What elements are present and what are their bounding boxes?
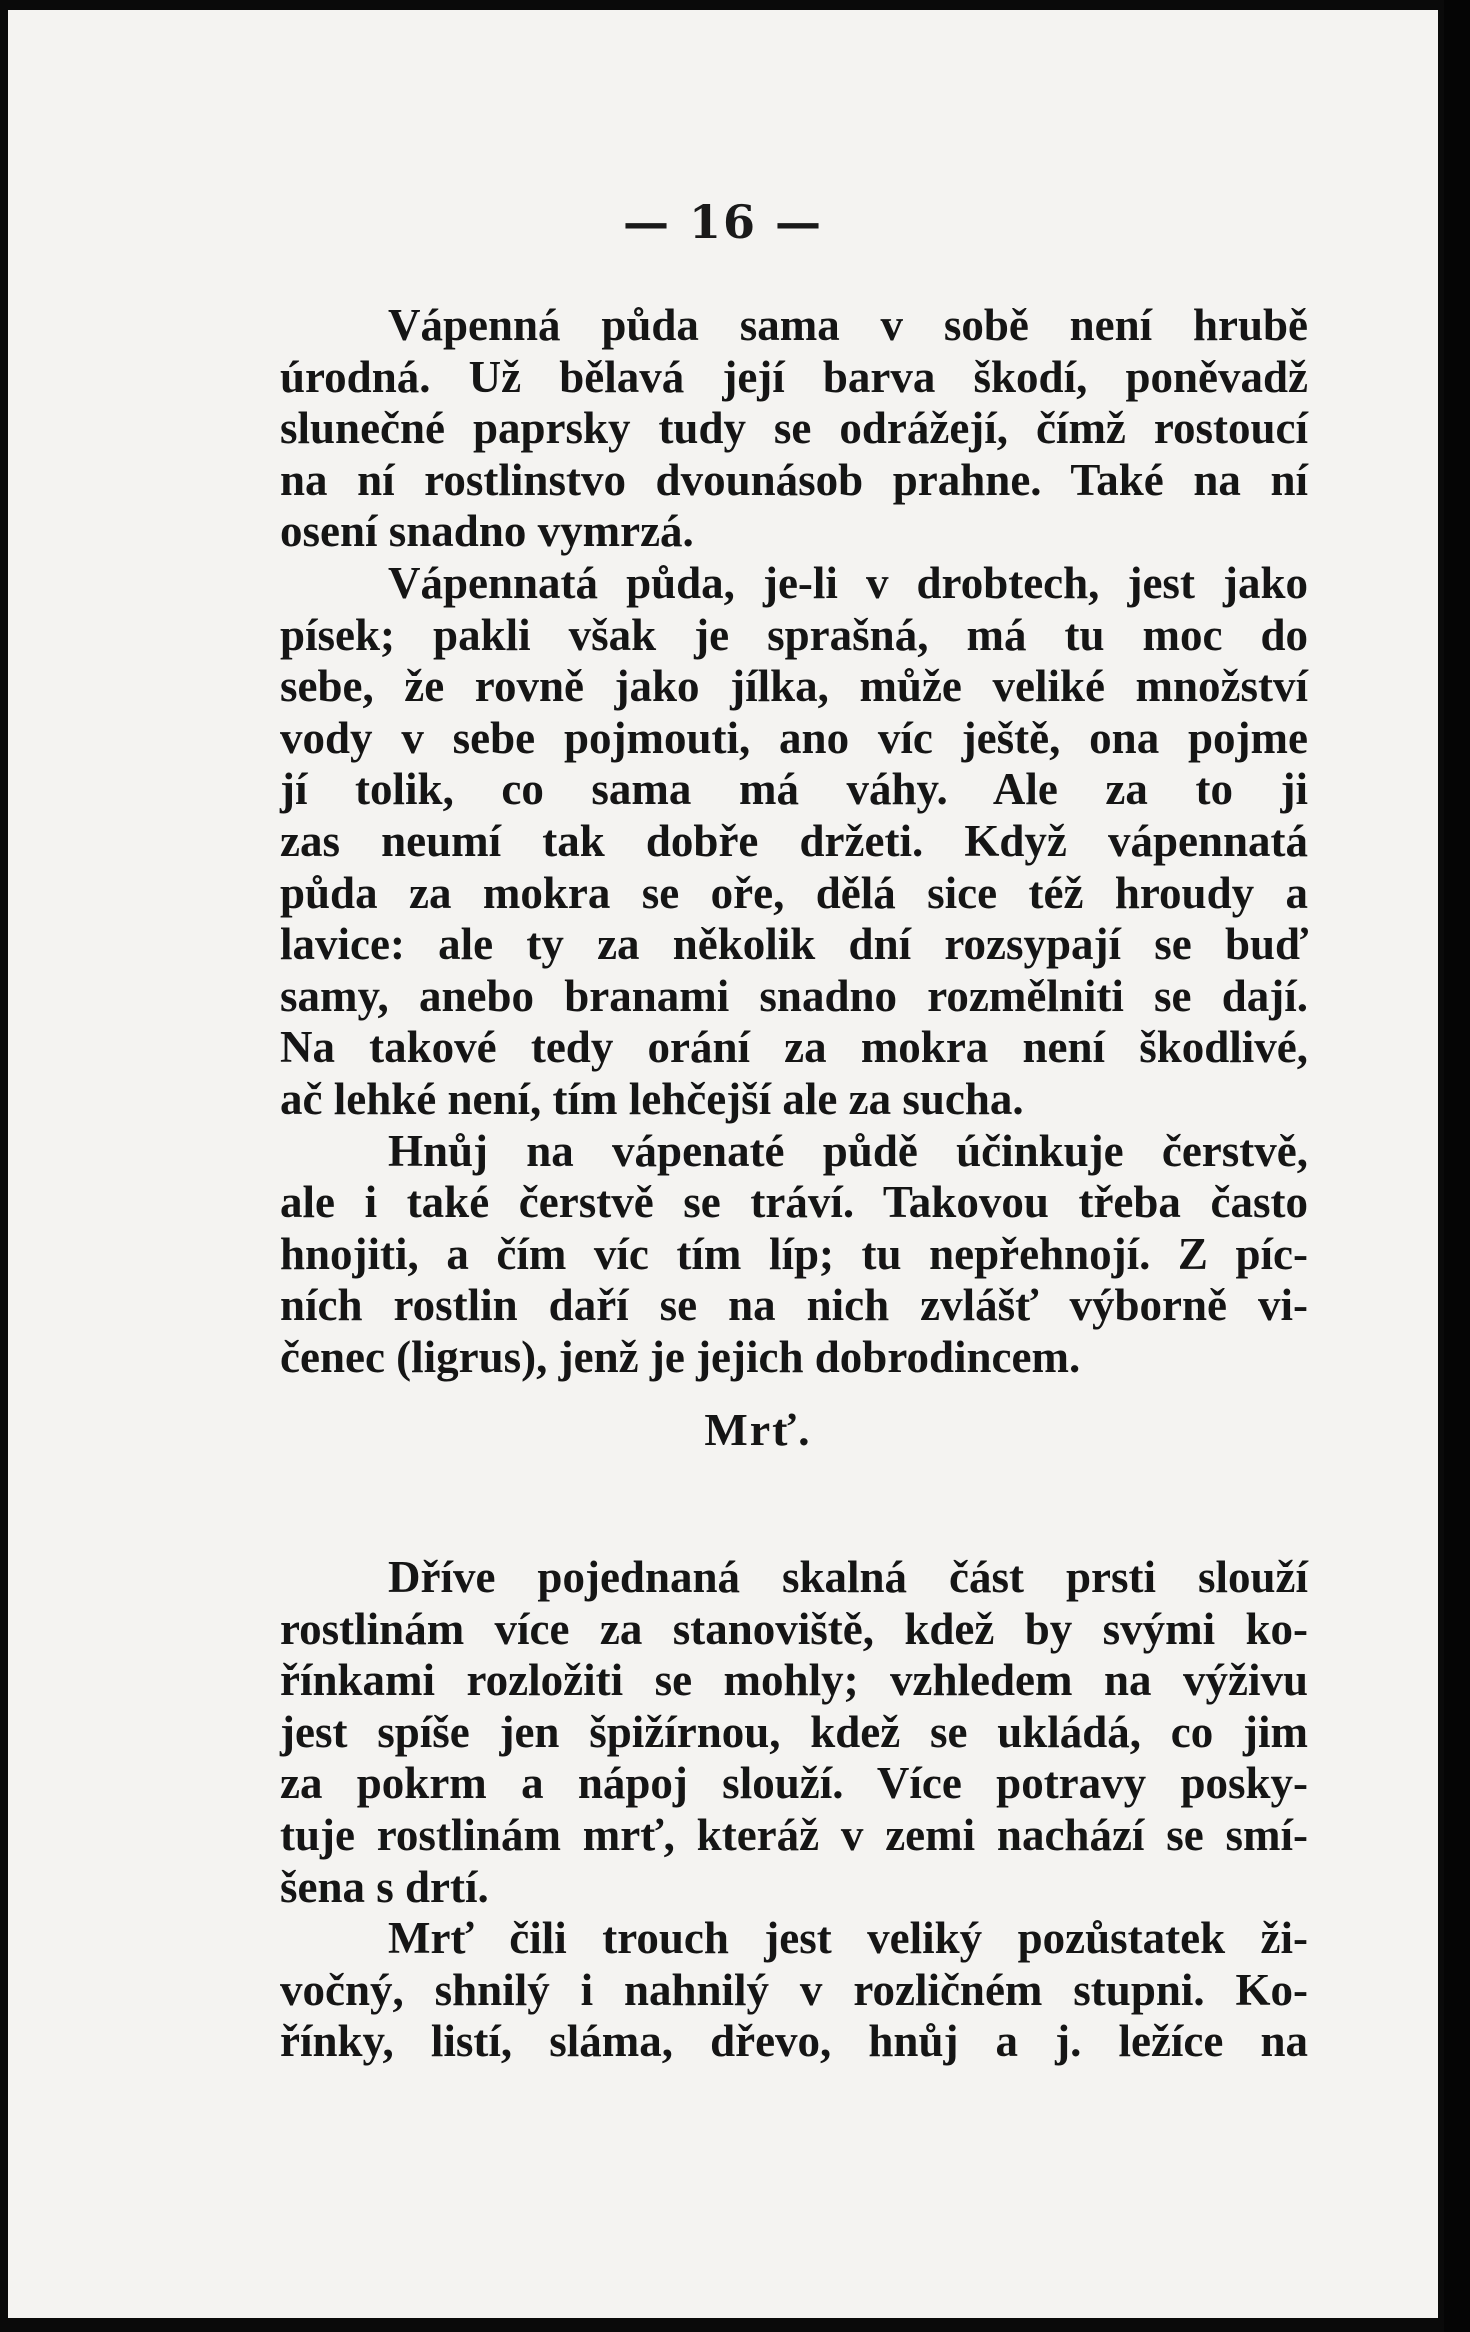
- book-page: [8, 10, 1438, 2318]
- text-line: Vápennatá půda, je-li v drobtech, jest jako: [388, 557, 1308, 608]
- text-line: úrodná. Už bělavá její barva škodí, poněvadž: [280, 351, 1308, 402]
- text-line: slunečné paprsky tudy se odrážejí, čímž rostoucí: [280, 403, 1308, 454]
- text-line: ale i také čerstvě se tráví. Takovou třeba často: [280, 1177, 1308, 1228]
- text-line: hnojiti, a čím víc tím líp; tu nepřehnojí. Z píc-: [280, 1228, 1308, 1279]
- text-line: na ní rostlinstvo dvounásob prahne. Také na ní: [280, 454, 1308, 505]
- text-line: Hnůj na vápenaté půdě účinkuje čerstvě,: [388, 1125, 1308, 1176]
- text-line: jí tolik, co sama má váhy. Ale za to ji: [280, 764, 1308, 815]
- text-line: jest spíše jen špižírnou, kdež se ukládá, co jim: [280, 1706, 1308, 1757]
- text-line: Na takové tedy orání za mokra není škodlivé,: [280, 1022, 1308, 1073]
- text-line: samy, anebo branami snadno rozmělniti se dají.: [280, 970, 1308, 1021]
- text-line: řínky, listí, sláma, dřevo, hnůj a j. ležíce na: [280, 2016, 1308, 2067]
- text-line: vody v sebe pojmouti, ano víc ještě, ona pojme: [280, 712, 1308, 763]
- text-line: rostlinám více za stanoviště, kdež by svými ko-: [280, 1603, 1308, 1654]
- text-line: lavice: ale ty za několik dní rozsypají se buď: [280, 919, 1308, 970]
- text-line: písek; pakli však je sprašná, má tu moc do: [280, 609, 1308, 660]
- text-line: sebe, že rovně jako jílka, může veliké množství: [280, 661, 1308, 712]
- text-line: osení snadno vymrzá.: [280, 506, 694, 557]
- text-line: vočný, shnilý i nahnilý v rozličném stupni. Ko-: [280, 1964, 1308, 2015]
- paragraph-block-humus: [280, 1552, 1308, 2068]
- text-line: ač lehké není, tím lehčejší ale za sucha.: [280, 1073, 1024, 1124]
- text-line: tuje rostlinám mrť, kteráž v zemi nachází se smí-: [280, 1809, 1308, 1860]
- scan-border: [1444, 0, 1470, 2332]
- paragraph-block-limestone-soil: [280, 300, 1308, 1383]
- text-line: řínkami rozložiti se mohly; vzhledem na výživu: [280, 1655, 1308, 1706]
- page-number: — 16 —: [622, 195, 824, 249]
- text-line: Dříve pojednaná skalná část prsti slouží: [388, 1552, 1308, 1602]
- text-line: za pokrm a nápoj slouží. Více potravy posky-: [280, 1758, 1308, 1809]
- text-line: půda za mokra se oře, dělá sice též hroudy a: [280, 867, 1308, 918]
- text-line: zas neumí tak dobře držeti. Když vápennatá: [280, 815, 1308, 866]
- text-line: čenec (ligrus), jenž je jejich dobrodincem.: [280, 1331, 1081, 1382]
- text-line: šena s drtí.: [280, 1861, 489, 1912]
- text-line: Vápenná půda sama v sobě není hrubě: [388, 300, 1308, 350]
- text-line: ních rostlin daří se na nich zvlášť výborně vi-: [280, 1280, 1308, 1331]
- text-line: Mrť čili trouch jest veliký pozůstatek ži-: [388, 1913, 1308, 1964]
- section-title: Mrť.: [704, 1404, 812, 1455]
